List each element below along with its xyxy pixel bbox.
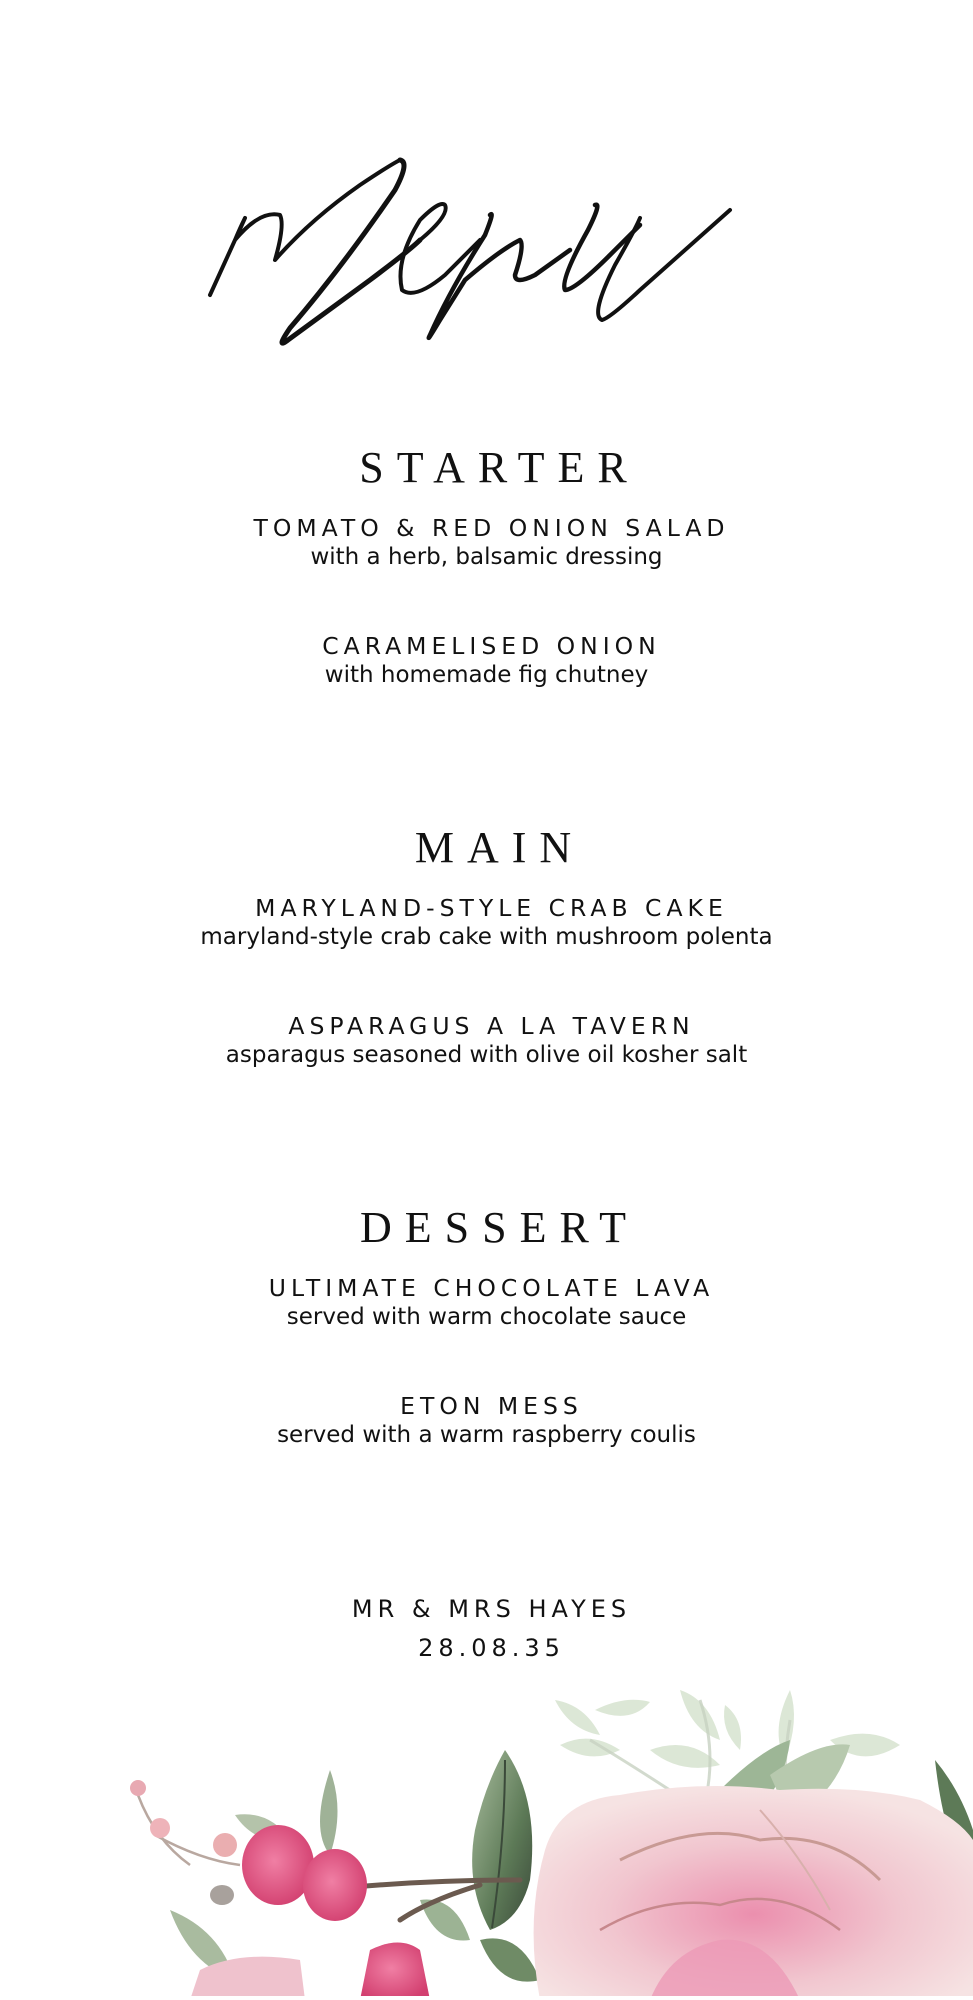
floral-roses-icon: [0, 1680, 973, 2000]
menu-item-description: with homemade fig chutney: [324, 662, 649, 688]
menu-item-title: ULTIMATE CHOCOLATE LAVA: [268, 1274, 715, 1302]
menu-item-description: asparagus seasoned with olive oil kosher salt: [225, 1042, 748, 1068]
menu-item-title: ASPARAGUS A LA TAVERN: [288, 1012, 695, 1040]
section-heading-main: MAIN: [414, 823, 585, 872]
section-heading-dessert: DESSERT: [359, 1203, 640, 1252]
menu-script-lettering-icon: [190, 140, 780, 360]
section-heading-starter: STARTER: [359, 443, 640, 492]
menu-item-title: CARAMELISED ONION: [322, 632, 661, 660]
menu-item-description: maryland-style crab cake with mushroom polenta: [200, 924, 773, 950]
menu-item-title: ETON MESS: [400, 1392, 583, 1420]
menu-item-title: MARYLAND-STYLE CRAB CAKE: [255, 894, 728, 922]
couple-names: MR & MRS HAYES: [351, 1595, 632, 1623]
event-date: 28.08.35: [418, 1634, 565, 1662]
menu-item-title: TOMATO & RED ONION SALAD: [253, 514, 730, 542]
menu-item-description: served with warm chocolate sauce: [286, 1304, 687, 1330]
menu-item-description: served with a warm raspberry coulis: [277, 1422, 696, 1448]
menu-item-description: with a herb, balsamic dressing: [310, 544, 663, 570]
menu-script-title: [190, 140, 780, 360]
